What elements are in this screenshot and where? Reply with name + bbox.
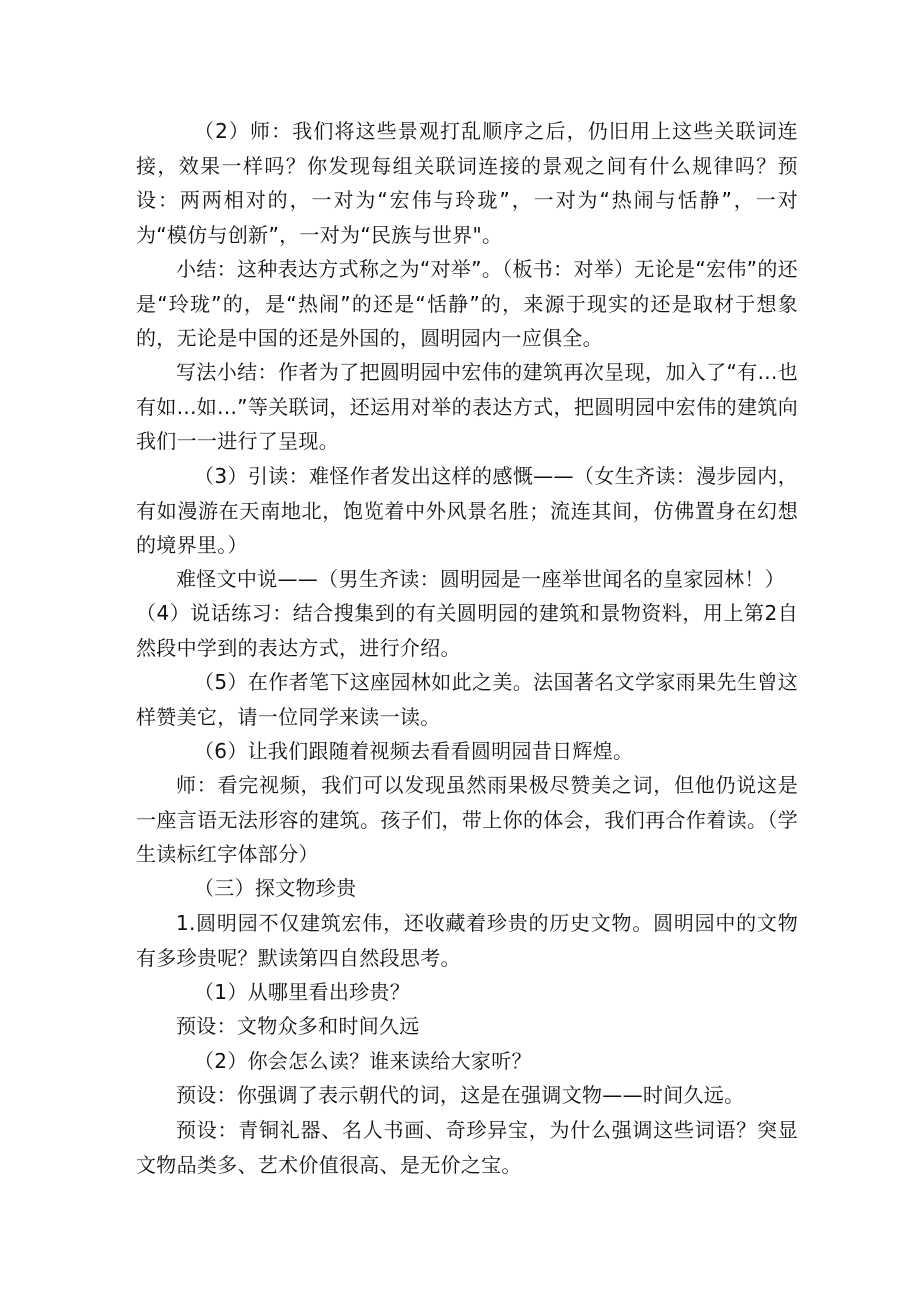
paragraph-preset-3: 预设：青铜礼器、名人书画、奇珍异宝，为什么强调这些词语？突显文物品类多、艺术价值很高、是无价之宝。 [136, 1118, 798, 1177]
paragraph-question-2: （2）你会怎么读？谁来读给大家听？ [194, 1049, 532, 1073]
paragraph-speaking-practice: （4）说话练习：结合搜集到的有关圆明园的建筑和景物资料，用上第2自然段中学到的表达方式，进行介绍。 [136, 601, 798, 660]
paragraph-summary: 小结：这种表达方式称之为“对举”。（板书：对举）无论是“宏伟”的还是“玲珑”的，是“热闹”的还是“恬静”的，来源于现实的还是取材于想象的，无论是中国的还是外国的，圆明园内一应俱全。 [136, 257, 798, 350]
paragraph-guided-reading: （3）引读：难怪作者发出这样的感慨——（女生齐读：漫步园内，有如漫游在天南地北，饱览着中外风景名胜；流连其间，仿佛置身在幻想的境界里。） [136, 464, 798, 557]
paragraph-hugo: （5）在作者笔下这座园林如此之美。法国著名文学家雨果先生曾这样赞美它，请一位同学来读一读。 [136, 670, 798, 729]
paragraph-question-1: （1）从哪里看出珍贵？ [194, 980, 411, 1004]
paragraph-preset-1: 预设：文物众多和时间久远 [176, 1014, 420, 1038]
paragraph-after-video: 师：看完视频，我们可以发现虽然雨果极尽赞美之词，但他仍说这是一座言语无法形容的建筑。孩子们，带上你的体会，我们再合作着读。（学生读标红字体部分） [136, 773, 798, 866]
paragraph-writing-summary: 写法小结：作者为了把圆明园中宏伟的建筑再次呈现，加入了“有...也有如...如...”等关联词，还运用对举的表达方式，把圆明园中宏伟的建筑向我们一一进行了呈现。 [136, 360, 798, 453]
section-heading-relics: （三）探文物珍贵 [194, 876, 357, 900]
paragraph-relics-intro: 1.圆明园不仅建筑宏伟，还收藏着珍贵的历史文物。圆明园中的文物有多珍贵呢？默读第四自然段思考。 [136, 911, 798, 970]
paragraph-video: （6）让我们跟随着视频去看看圆明园昔日辉煌。 [194, 739, 634, 763]
paragraph-preset-2: 预设：你强调了表示朝代的词，这是在强调文物——时间久远。 [176, 1083, 745, 1107]
paragraph-teacher-question: （2）师：我们将这些景观打乱顺序之后，仍旧用上这些关联词连接，效果一样吗？你发现每组关联词连接的景观之间有什么规律吗？预设：两两相对的，一对为“宏伟与玲珑”，一对为“热闹与恬静”，一对为“模仿与创新”，一对为“民族与世界"。 [136, 119, 798, 247]
paragraph-boys-reading: 难怪文中说——（男生齐读：圆明园是一座举世闻名的皇家园林！） [176, 567, 785, 591]
